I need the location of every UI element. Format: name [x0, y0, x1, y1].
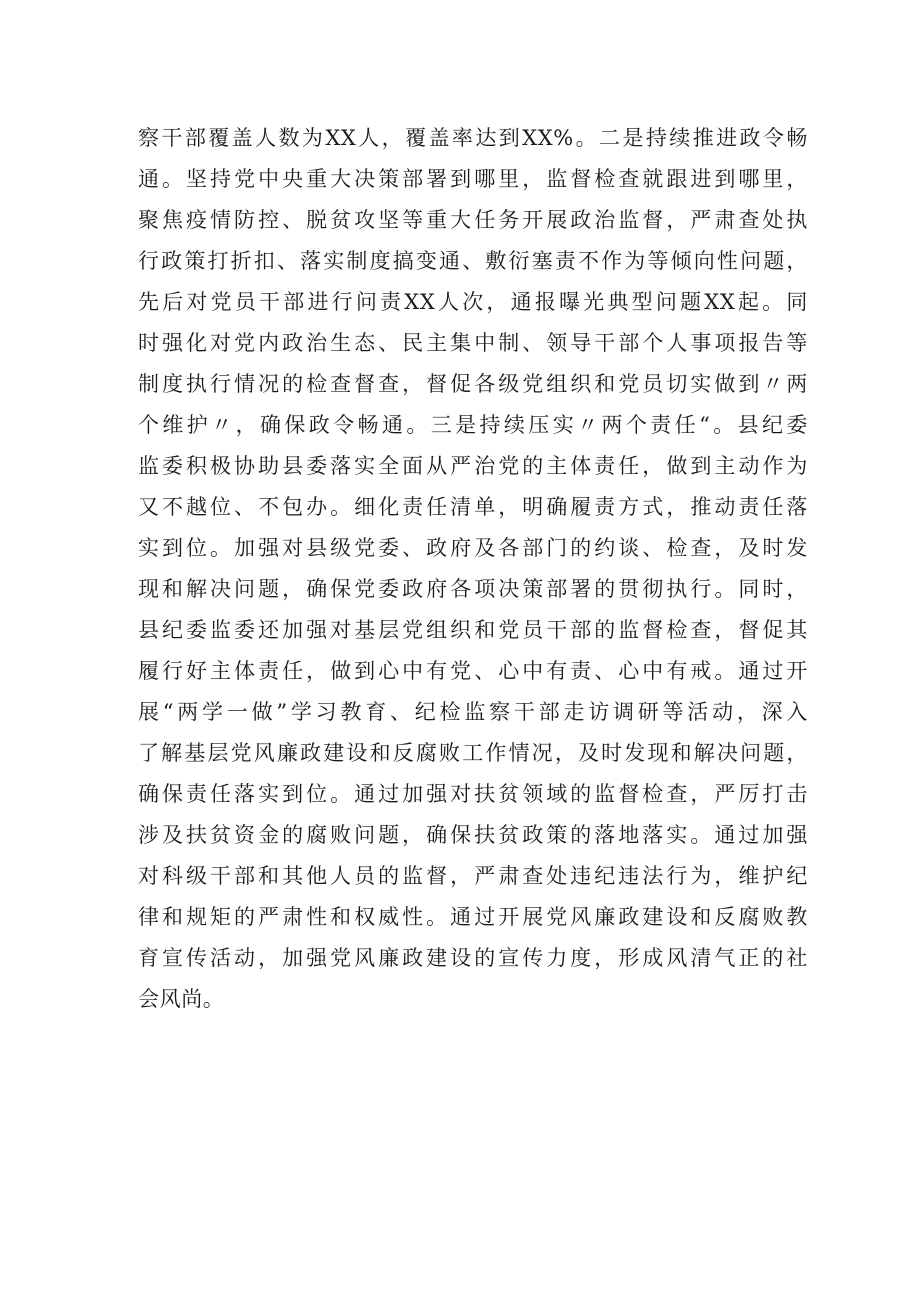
text-line: 时强化对党内政治生态、民主集中制、领导干部个人事项报告等	[138, 331, 808, 355]
text-line: 对科级干部和其他人员的监督，严肃查处违纪违法行为，维护纪	[138, 864, 808, 888]
text-line: 实到位。加强对县级党委、政府及各部门的约谈、检查，及时发	[138, 536, 808, 560]
text-line: 先后对党员干部进行问责XX人次，通报曝光典型问题XX起。同	[138, 290, 808, 314]
text-line-last: 会风尚。	[138, 987, 225, 1011]
body-paragraph	[138, 118, 808, 1020]
text-line: 了解基层党风廉政建设和反腐败工作情况，及时发现和解决问题，	[138, 741, 808, 765]
text-line: 展“两学一做”学习教育、纪检监察干部走访调研等活动，深入	[138, 700, 808, 724]
text-line: 确保责任落实到位。通过加强对扶贫领域的监督检查，严厉打击	[138, 782, 808, 806]
text-line: 履行好主体责任，做到心中有党、心中有责、心中有戒。通过开	[138, 659, 808, 683]
text-line: 制度执行情况的检查督查，督促各级党组织和党员切实做到〃两	[138, 372, 808, 396]
text-line: 育宣传活动，加强党风廉政建设的宣传力度，形成风清气正的社	[138, 946, 808, 970]
text-line: 又不越位、不包办。细化责任清单，明确履责方式，推动责任落	[138, 495, 808, 519]
text-line: 县纪委监委还加强对基层党组织和党员干部的监督检查，督促其	[138, 618, 808, 642]
text-line: 察干部覆盖人数为XX人，覆盖率达到XX%。二是持续推进政令畅	[138, 126, 808, 150]
text-line: 监委积极协助县委落实全面从严治党的主体责任，做到主动作为	[138, 454, 808, 478]
text-line: 通。坚持党中央重大决策部署到哪里，监督检查就跟进到哪里，	[138, 167, 808, 191]
text-line: 个维护〃，确保政令畅通。三是持续压实〃两个责任“。县纪委	[138, 413, 808, 437]
text-line: 律和规矩的严肃性和权威性。通过开展党风廉政建设和反腐败教	[138, 905, 808, 929]
text-line: 行政策打折扣、落实制度搞变通、敷衍塞责不作为等倾向性问题，	[138, 249, 808, 273]
text-line: 现和解决问题，确保党委政府各项决策部署的贯彻执行。同时，	[138, 577, 808, 601]
text-line: 涉及扶贫资金的腐败问题，确保扶贫政策的落地落实。通过加强	[138, 823, 808, 847]
text-line: 聚焦疫情防控、脱贫攻坚等重大任务开展政治监督，严肃查处执	[138, 208, 808, 232]
